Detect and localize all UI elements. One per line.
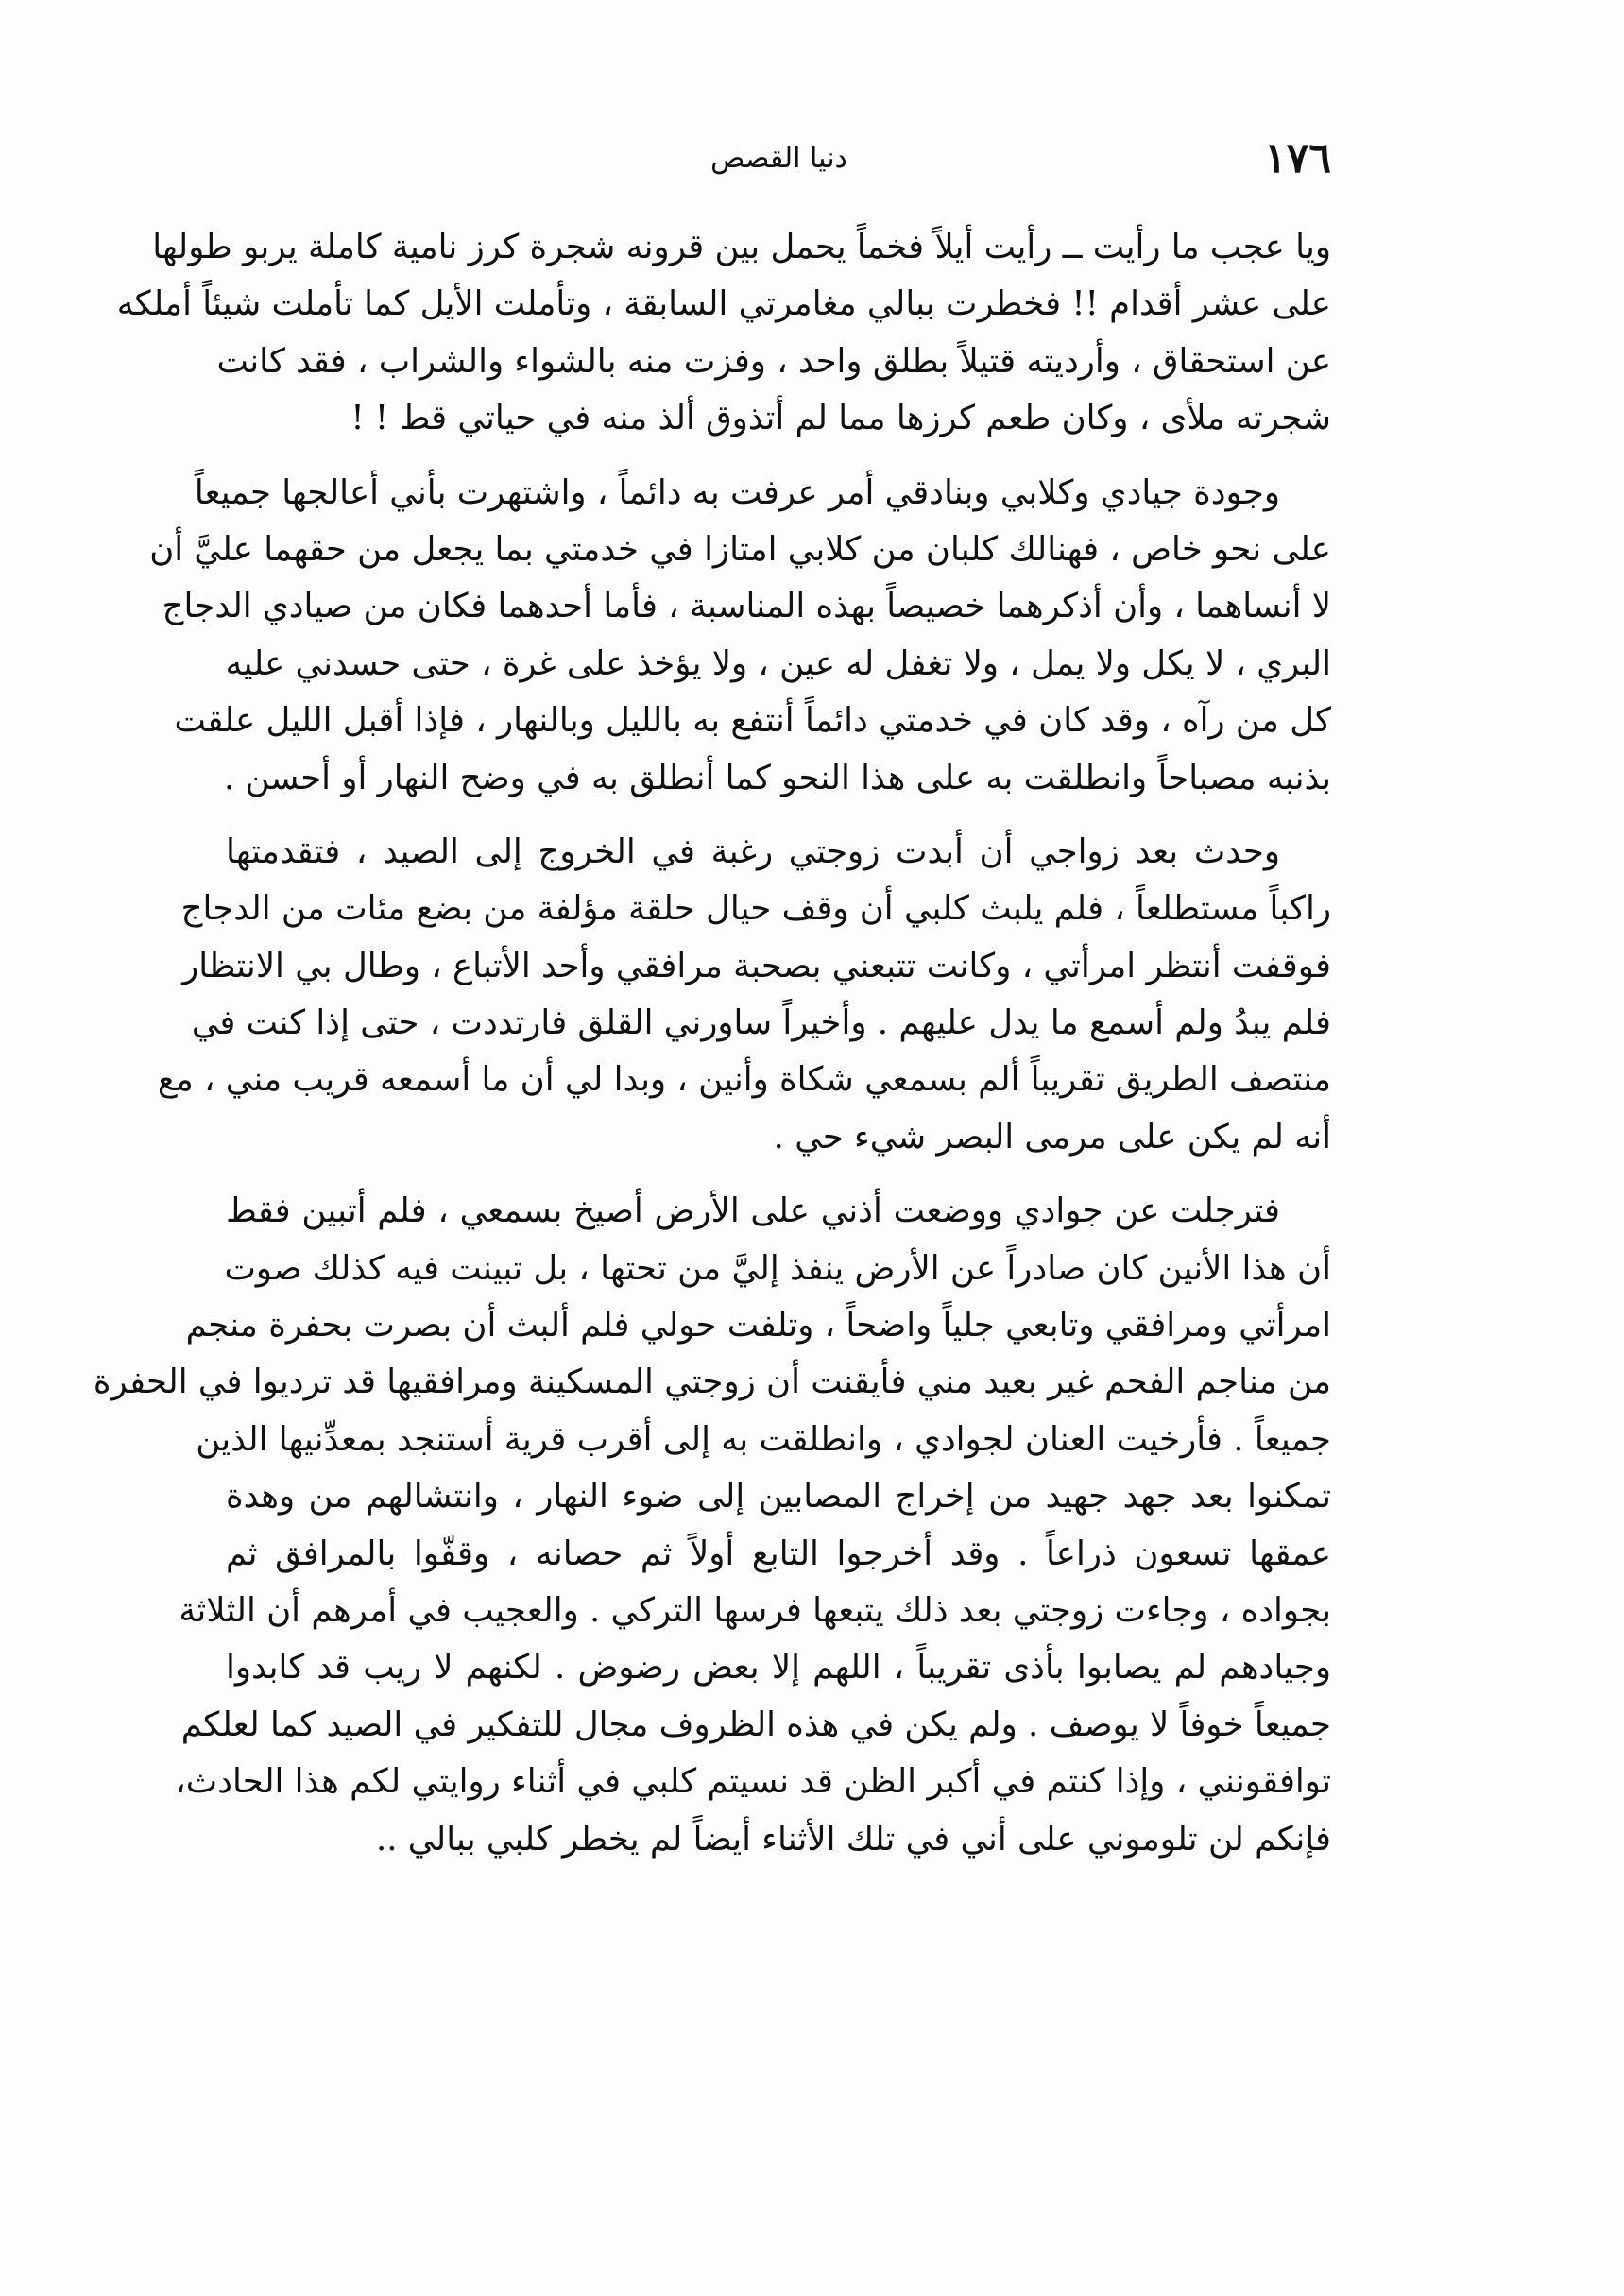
- text-line: أنه لم يكن على مرمى البصر شيء حي .: [773, 1117, 1331, 1157]
- text-line: فإنكم لن تلوموني على أني في تلك الأثناء أيضاً لم يخطر كلبي ببالي ..: [375, 1819, 1331, 1859]
- text-line: امرأتي ومرافقي وتابعي جلياً واضحاً ، وتلفت حولي فلم ألبث أن بصرت بحفرة منجم: [185, 1306, 1331, 1345]
- text-line: منتصف الطريق تقريباً ألم بسمعي شكاة وأنين ، وبدا لي أن ما أسمعه قريب مني ، مع: [157, 1060, 1331, 1100]
- running-header: [227, 130, 1331, 187]
- text-line: ويا عجب ما رأيت ــ رأيت أيلاً فخماً يحمل بين قرونه شجرة كرز نامية كاملة يربو طولها: [152, 228, 1331, 266]
- page-number: ١٧٦: [1264, 134, 1331, 182]
- paragraph: [157, 824, 1331, 1166]
- paragraph: [149, 465, 1331, 807]
- text-line: فترجلت عن جوادي ووضعت أذني على الأرض أصيخ بسمعي ، فلم أتبين فقط: [226, 1191, 1280, 1231]
- text-line: البري ، لا يكل ولا يمل ، ولا تغفل له عين ، ولا يؤخذ على غرة ، حتى حسدني عليه: [225, 643, 1331, 683]
- text-line: وجيادهم لم يصابوا بأذى تقريباً ، اللهم إلا بعض رضوض . لكنهم لا ريب قد كابدوا: [226, 1648, 1331, 1688]
- text-line: كل من رآه ، وقد كان في خدمتي دائماً أنتفع به بالليل وبالنهار ، فإذا أقبل الليل علقت: [174, 701, 1331, 741]
- paragraph: [116, 219, 1331, 448]
- text-line: على نحو خاص ، فهنالك كلبان من كلابي امتازا في خدمتي بما يجعل من حقهما عليَّ أن: [149, 529, 1331, 569]
- text-line: لا أنساهما ، وأن أذكرهما خصيصاً بهذه المناسبة ، فأما أحدهما فكان من صيادي الدجاج: [162, 587, 1331, 626]
- text-line: راكباً مستطلعاً ، فلم يلبث كلبي أن وقف حيال حلقة مؤلفة من بضع مئات من الدجاج: [180, 889, 1331, 929]
- text-line: وجودة جيادي وكلابي وبنادقي أمر عرفت به دائماً ، واشتهرت بأني أعالجها جميعاً: [194, 472, 1280, 512]
- body-text: [93, 219, 1331, 1885]
- text-line: فوقفت أنتظر امرأتي ، وكانت تتبعني بصحبة مرافقي وأحد الأتباع ، وطال بي الانتظار: [182, 946, 1331, 985]
- text-line: من مناجم الفحم غير بعيد مني فأيقنت أن زوجتي المسكينة ومرافقيها قد ترديوا في الحفرة: [93, 1362, 1331, 1402]
- text-line: فلم يبدُ ولم أسمع ما يدل عليهم . وأخيراً ساورني القلق فارتددت ، حتى إذا كنت في: [191, 1003, 1331, 1043]
- text-line: شجرته ملأى ، وكان طعم كرزها مما لم أتذوق ألذ منه في حياتي قط ! !: [350, 399, 1331, 438]
- paragraph: [93, 1183, 1331, 1868]
- book-title: دنيا القصص: [710, 142, 847, 175]
- text-line: وحدث بعد زواجي أن أبدت زوجتي رغبة في الخروج إلى الصيد ، فتقدمتها: [226, 831, 1280, 871]
- text-line: عن استحقاق ، وأرديته قتيلاً بطلق واحد ، وفزت منه بالشواء والشراب ، فقد كانت: [216, 341, 1331, 381]
- text-line: بذنبه مصباحاً وانطلقت به على هذا النحو كما أنطلق به في وضح النهار أو أحسن .: [223, 758, 1331, 797]
- text-line: جميعاً . فأرخيت العنان لجوادي ، وانطلقت به إلى أقرب قرية أستنجد بمعدِّنيها الذين: [196, 1419, 1331, 1459]
- text-line: على عشر أقدام !! فخطرت ببالي مغامرتي السابقة ، وتأملت الأيل كما تأملت شيئاً أملكه: [116, 284, 1331, 324]
- text-line: أن هذا الأنين كان صادراً عن الأرض ينفذ إليَّ من تحتها ، بل تبينت فيه كذلك صوت: [224, 1248, 1331, 1288]
- text-line: تمكنوا بعد جهد جهيد من إخراج المصابين إلى ضوء النهار ، وانتشالهم من وهدة: [226, 1477, 1331, 1516]
- text-line: جميعاً خوفاً لا يوصف . ولم يكن في هذه الظروف مجال للتفكير في الصيد كما لعلكم: [180, 1705, 1331, 1744]
- text-line: بجواده ، وجاءت زوجتي بعد ذلك يتبعها فرسها التركي . والعجيب في أمرهم أن الثلاثة: [179, 1590, 1331, 1630]
- text-line: عمقها تسعون ذراعاً . وقد أخرجوا التابع أولاً ثم حصانه ، وقفّوا بالمرافق ثم: [226, 1534, 1331, 1573]
- text-line: توافقونني ، وإذا كنتم في أكبر الظن قد نسيتم كلبي في أثناء روايتي لكم هذا الحادث،: [175, 1762, 1331, 1802]
